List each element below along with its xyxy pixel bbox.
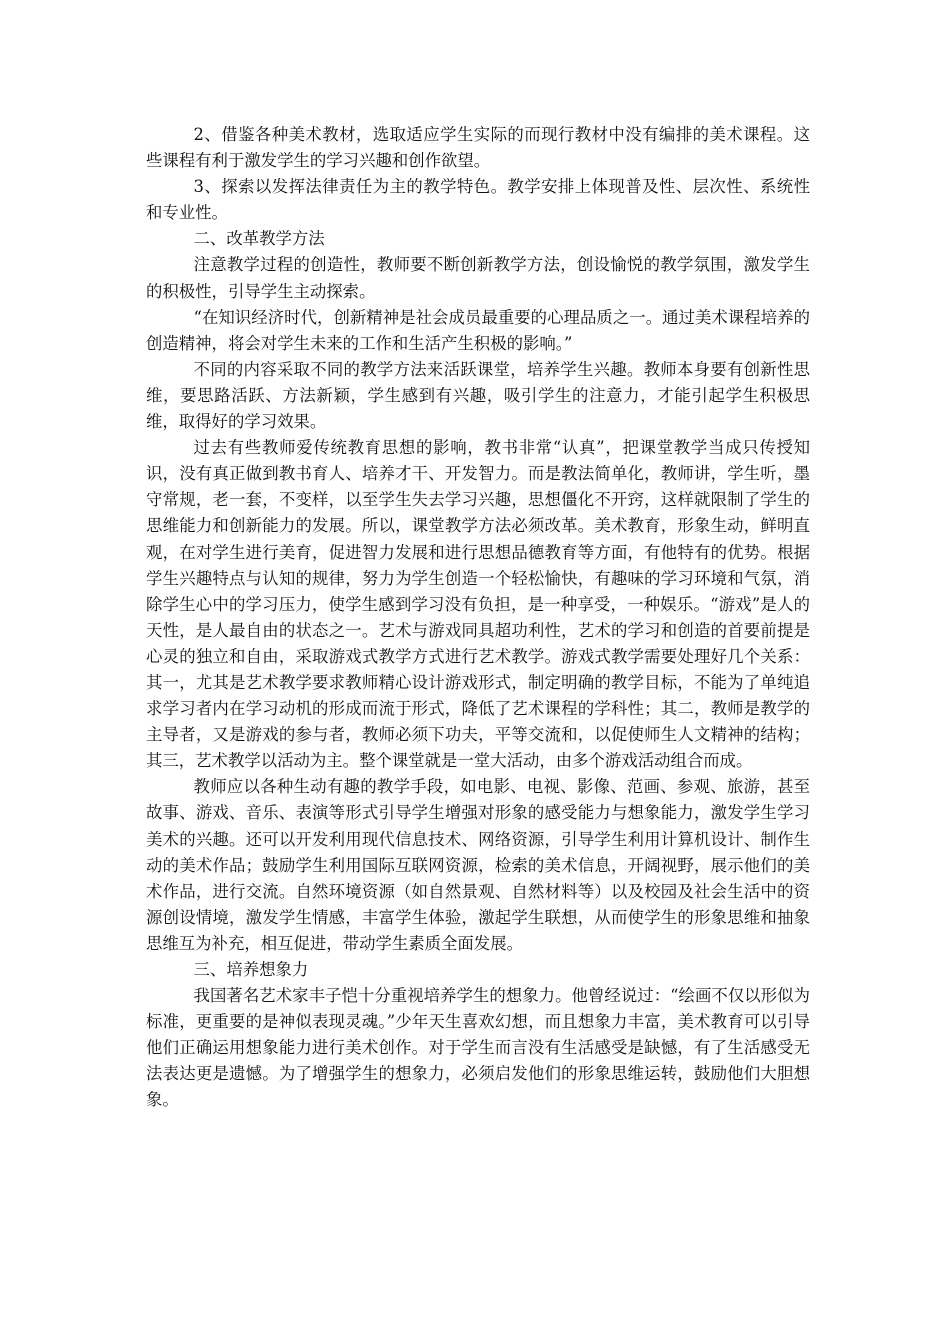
paragraph-media: 教师应以各种生动有趣的教学手段，如电影、电视、影像、范画、参观、旅游，甚至故事、游戏、音乐、表演等形式引导学生增强对形象的感受能力与想象能力，激发学生学习美术的兴趣。还可以开发利用现代信息技术、网络资源，引导学生利用计算机设计、制作生动的美术作品；鼓励学生利用国际互联网资源，检索的美术信息，开阔视野，展示他们的美术作品，进行交流。自然环境资源（如自然景观、自然材料等）以及校园及社会生活中的资源创设情境，激发学生情感，丰富学生体验，激起学生联想，从而使学生的形象思维和抽象思维互为补充，相互促进，带动学生素质全面发展。 xyxy=(146,777,810,953)
paragraph-quote: “在知识经济时代，创新精神是社会成员最重要的心理品质之一。通过美术课程培养的创造精神，将会对学生未来的工作和生活产生积极的影响。” xyxy=(146,307,810,353)
paragraph-games: 过去有些教师爱传统教育思想的影响，教书非常“认真”，把课堂教学当成只传授知识，没有真正做到教书育人、培养才干、开发智力。而是教法简单化，教师讲，学生听，墨守常规，老一套，不变样，以至学生失去学习兴趣，思想僵化不开窍，这样就限制了学生的思维能力和创新能力的发展。所以，课堂教学方法必须改革。美术教育，形象生动，鲜明直观，在对学生进行美育，促进智力发展和进行思想品德教育等方面，有他特有的优势。根据学生兴趣特点与认知的规律，努力为学生创造一个轻松愉快，有趣味的学习环境和气氛，消除学生心中的学习压力，使学生感到学习没有负担，是一种享受，一种娱乐。“游戏”是人的天性，是人最自由的状态之一。艺术与游戏同具超功利性，艺术的学习和创造的首要前提是心灵的独立和自由，采取游戏式教学方式进行艺术教学。游戏式教学需要处理好几个关系：其一，尤其是艺术教学要求教师精心设计游戏形式，制定明确的教学目标，不能为了单纯追求学习者内在学习动机的形成而流于形式，降低了艺术课程的学科性；其二，教师是教学的主导者，又是游戏的参与者，教师必须下功夫，平等交流和，以促使师生人文精神的结构；其三，艺术教学以活动为主。整个课堂就是一堂大活动，由多个游戏活动组合而成。 xyxy=(146,438,810,771)
paragraph-methods: 不同的内容采取不同的教学方法来活跃课堂，培养学生兴趣。教师本身要有创新性思维，要思路活跃、方法新颖，学生感到有兴趣，吸引学生的注意力，才能引起学生积极思维，取得好的学习效果。 xyxy=(146,359,810,432)
document-body xyxy=(146,122,810,1114)
paragraph-imagination: 我国著名艺术家丰子恺十分重视培养学生的想象力。他曾经说过：“绘画不仅以形似为标准，更重要的是神似表现灵魂。”少年天生喜欢幻想，而且想象力丰富，美术教育可以引导他们正确运用想象能力进行美术创作。对于学生而言没有生活感受是缺憾，有了生活感受无法表达更是遗憾。为了增强学生的想象力，必须启发他们的形象思维运转，鼓励他们大胆想象。 xyxy=(146,986,810,1110)
paragraph-item2: 2、借鉴各种美术教材，选取适应学生实际的而现行教材中没有编排的美术课程。这些课程有利于激发学生的学习兴趣和创作欲望。 xyxy=(146,125,810,171)
section-heading-imagination: 三、培养想象力 xyxy=(193,960,309,979)
paragraph-creativity: 注意教学过程的创造性，教师要不断创新教学方法，创设愉悦的教学氛围，激发学生的积极性，引导学生主动探索。 xyxy=(146,255,810,301)
paragraph-item3: 3、探索以发挥法律责任为主的教学特色。教学安排上体现普及性、层次性、系统性和专业性。 xyxy=(146,177,810,223)
section-heading-teaching-methods: 二、改革教学方法 xyxy=(193,229,325,249)
